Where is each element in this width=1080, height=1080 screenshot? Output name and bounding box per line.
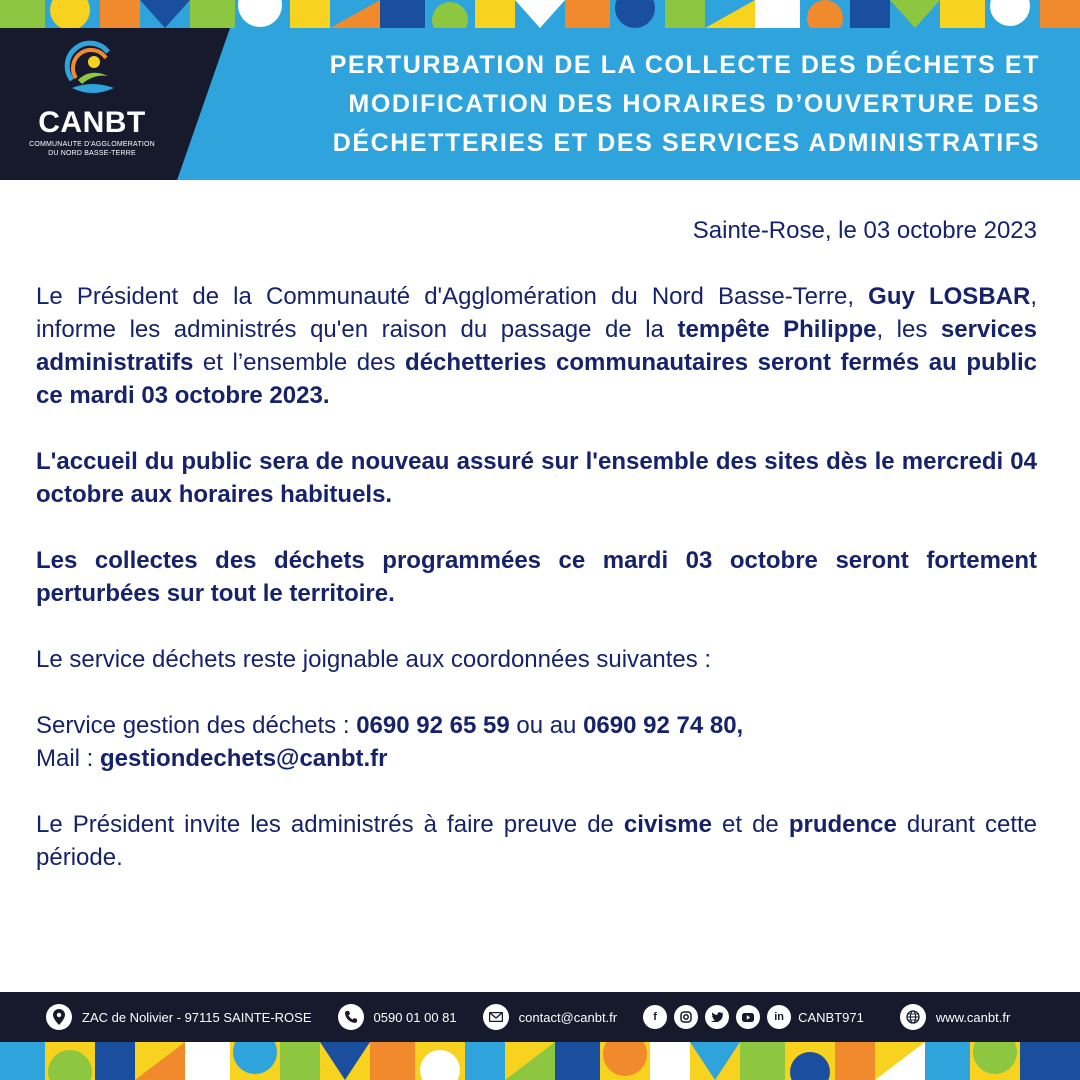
storm-name: tempête Philippe [677, 316, 877, 343]
mail-label: Mail : [36, 745, 101, 772]
page-title [200, 46, 1040, 163]
bottom-decorative-pattern [0, 1042, 1080, 1080]
service-label: Service gestion des déchets : [36, 712, 357, 739]
facebook-icon[interactable]: f [643, 1005, 667, 1029]
closure-notice: déchetteries communautaires seront fermés au public ce mardi 03 octobre 2023. [36, 349, 1038, 409]
press-release-body [36, 214, 1037, 907]
title-line-1: PERTURBATION DE LA COLLECTE DES DÉCHETS ET [329, 51, 1040, 79]
paragraph-closing [36, 808, 1037, 874]
footer-email[interactable] [483, 1004, 617, 1030]
phone-icon [338, 1004, 364, 1030]
footer-address [46, 1004, 312, 1030]
text-segment: Le Président de la Communauté d'Agglomération du Nord Basse-Terre, [36, 283, 869, 310]
paragraph-announcement [36, 280, 1037, 412]
text-segment: ou au [509, 712, 584, 739]
website-text: www.canbt.fr [935, 1009, 1011, 1025]
phone-number-2[interactable]: 0690 92 74 80, [583, 712, 744, 739]
footer-bar [0, 992, 1080, 1042]
logo-name: CANBT [38, 106, 146, 139]
paragraph-collection [36, 544, 1037, 610]
admin-services: services administratifs [36, 316, 1037, 376]
text-segment: et de [712, 811, 789, 838]
text-segment: , informe les administrés qu'en raison du passage de la [36, 283, 1037, 343]
logo-subtitle-1: COMMUNAUTE D'AGGLOMERATION [29, 141, 155, 148]
phone-text: 0590 01 00 81 [373, 1009, 457, 1025]
text-segment: , les [876, 316, 941, 343]
canbt-logo [22, 40, 162, 170]
logo-subtitle-2: DU NORD BASSE-TERRE [48, 150, 136, 157]
mail-icon [483, 1004, 509, 1030]
reopening-notice: L'accueil du public sera de nouveau assuré sur l'ensemble des sites dès le mercredi 04 octobre aux horaires habituels. [36, 448, 1037, 508]
date-line: Sainte-Rose, le 03 octobre 2023 [692, 217, 1037, 244]
linkedin-icon[interactable]: in [767, 1005, 791, 1029]
president-name: Guy LOSBAR [868, 283, 1031, 310]
paragraph-contact-intro: Le service déchets reste joignable aux coordonnées suivantes : [36, 646, 712, 673]
text-segment: Le Président invite les administrés à faire preuve de [36, 811, 624, 838]
pattern-graphic [0, 1042, 1080, 1080]
prudence-word: prudence [788, 811, 897, 838]
text-segment: et l’ensemble des [193, 349, 406, 376]
email-text: contact@canbt.fr [518, 1009, 618, 1025]
address-text: ZAC de Nolivier - 97115 SAINTE-ROSE [82, 1009, 312, 1025]
top-decorative-pattern [0, 0, 1080, 28]
mail-link[interactable]: gestiondechets@canbt.fr [100, 745, 388, 772]
twitter-icon[interactable] [705, 1005, 729, 1029]
location-pin-icon [46, 1004, 72, 1030]
paragraph-contacts [36, 709, 1037, 775]
title-line-2: MODIFICATION DES HORAIRES D’OUVERTURE DES [348, 90, 1040, 118]
globe-icon [900, 1004, 926, 1030]
footer-website[interactable] [900, 1004, 1010, 1030]
civisme-word: civisme [623, 811, 712, 838]
logo-emblem-icon [60, 40, 124, 104]
social-links [643, 1005, 864, 1029]
pattern-graphic [0, 0, 1080, 28]
collection-notice: Les collectes des déchets programmées ce mardi 03 octobre seront fortement perturbées sur tout le territoire. [36, 547, 1037, 607]
instagram-icon[interactable] [674, 1005, 698, 1029]
phone-number-1[interactable]: 0690 92 65 59 [356, 712, 510, 739]
paragraph-reopening [36, 445, 1037, 511]
footer-phone[interactable] [338, 1004, 457, 1030]
social-handle-text: CANBT971 [798, 1009, 864, 1025]
text-segment: durant cette période. [36, 811, 1038, 871]
title-line-3: DÉCHETTERIES ET DES SERVICES ADMINISTRATIFS [332, 129, 1040, 157]
youtube-icon[interactable] [736, 1005, 760, 1029]
